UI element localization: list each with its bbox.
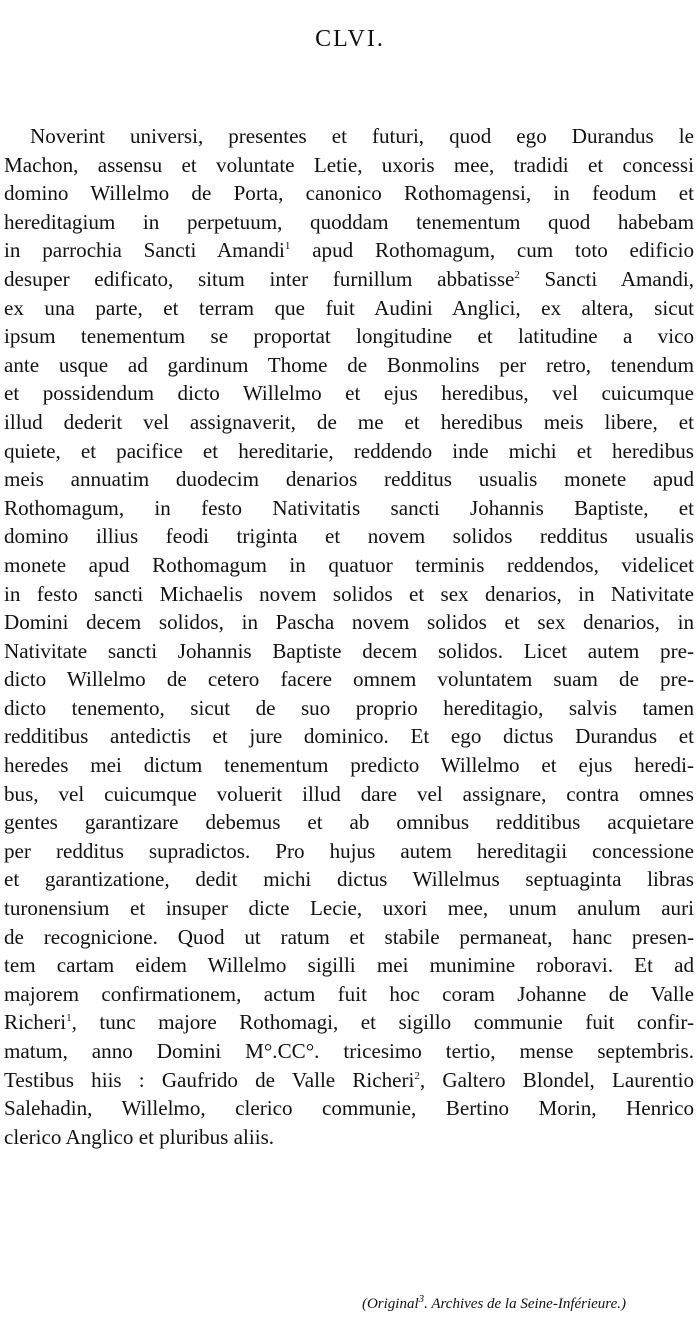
footnote-marker: 1 bbox=[66, 1012, 72, 1025]
text-line: per redditus supradictos. Pro hujus autem hereditagii concessione bbox=[4, 838, 694, 863]
text-line: monete apud Rothomagum in quatuor terminis reddendos, videlicet bbox=[4, 552, 694, 577]
text-segment: apud Rothomagum, cum toto edificio bbox=[290, 238, 694, 263]
text-line: dicto tenemento, sicut de suo proprio hereditagio, salvis tamen bbox=[4, 695, 694, 720]
charter-text bbox=[4, 122, 694, 1151]
text-line: Nativitate sancti Johannis Baptiste decem solidos. Licet autem pre- bbox=[4, 638, 694, 663]
source-citation bbox=[361, 1293, 626, 1313]
text-line: ex una parte, et terram que fuit Audini Anglici, ex altera, sicut bbox=[4, 295, 694, 320]
text-line: Domini decem solidos, in Pascha novem solidos et sex denarios, in bbox=[4, 610, 694, 635]
text-line: matum, anno Domini M°.CC°. tricesimo tertio, mense septembris. bbox=[4, 1039, 694, 1063]
text-line bbox=[4, 1008, 694, 1037]
text-line: bus, vel cuicumque voluerit illud dare vel assignare, contra omnes bbox=[4, 781, 694, 806]
text-line: turonensium et insuper dicte Lecie, uxori mee, unum anulum auri bbox=[4, 896, 694, 921]
text-segment: Sancti Amandi, bbox=[519, 266, 694, 291]
text-line: majorem confirmationem, actum fuit hoc coram Johanne de Valle bbox=[4, 981, 694, 1006]
text-segment: desuper edificato, situm inter furnillum abbatisse bbox=[4, 266, 515, 291]
text-line: heredes mei dictum tenementum predicto Willelmo et ejus heredi- bbox=[4, 753, 694, 778]
text-segment: , Galtero Blondel, Laurentio bbox=[419, 1067, 694, 1092]
text-line: ipsum tenementum se proportat longitudine et latitudine a vico bbox=[4, 324, 694, 349]
text-line: domino Willelmo de Porta, canonico Rothomagensi, in feodum et bbox=[4, 181, 694, 206]
text-line: de recognicione. Quod ut ratum et stabile permaneat, hanc presen- bbox=[4, 924, 694, 949]
text-line: meis annuatim duodecim denarios redditus usualis monete apud bbox=[4, 467, 694, 492]
text-line: in festo sancti Michaelis novem solidos et sex denarios, in Nativitate bbox=[4, 581, 694, 606]
text-line: et garantizatione, dedit michi dictus Willelmus septuaginta libras bbox=[4, 867, 694, 892]
text-line: dicto Willelmo de cetero facere omnem voluntatem suam de pre- bbox=[4, 667, 694, 692]
text-line: tem cartam eidem Willelmo sigilli mei munimine roboravi. Et ad bbox=[4, 953, 694, 978]
text-segment: Testibus hiis : Gaufrido de Valle Richeri bbox=[4, 1067, 415, 1092]
text-line bbox=[4, 265, 694, 294]
text-segment: , tunc majore Rothomagi, et sigillo communie fuit confir- bbox=[71, 1010, 694, 1035]
text-segment: in parrochia Sancti Amandi bbox=[4, 238, 285, 263]
text-line bbox=[4, 1066, 694, 1095]
text-segment: Richeri bbox=[4, 1010, 67, 1035]
source-archive: . Archives de la Seine-Inférieure.) bbox=[424, 1296, 626, 1312]
footnote-marker: 2 bbox=[514, 268, 520, 281]
text-line: illud dederit vel assignaverit, de me et heredibus meis libere, et bbox=[4, 409, 694, 434]
text-line: clerico Anglico et pluribus aliis. bbox=[4, 1124, 275, 1149]
text-line: et possidendum dicto Willelmo et ejus heredibus, vel cuicumque bbox=[4, 381, 694, 406]
text-line: hereditagium in perpetuum, quoddam tenementum quod habebam bbox=[4, 209, 694, 234]
text-line: redditibus antedictis et jure dominico. Et ego dictus Durandus et bbox=[4, 724, 694, 749]
source-footnote-marker: 3 bbox=[418, 1293, 425, 1305]
text-line bbox=[4, 236, 694, 265]
footnote-marker: 2 bbox=[414, 1069, 420, 1082]
text-line: Salehadin, Willelmo, clerico communie, Bertino Morin, Henrico bbox=[4, 1096, 694, 1121]
text-line: ante usque ad gardinum Thome de Bonmolins per retro, tenendum bbox=[4, 352, 694, 377]
text-line: quiete, et pacifice et hereditarie, reddendo inde michi et heredibus bbox=[4, 438, 694, 463]
text-line: Noverint universi, presentes et futuri, quod ego Durandus le bbox=[30, 124, 694, 148]
text-line: Rothomagum, in festo Nativitatis sancti Johannis Baptiste, et bbox=[4, 495, 694, 520]
text-line: Machon, assensu et voluntate Letie, uxoris mee, tradidi et concessi bbox=[4, 152, 694, 177]
source-prefix: (Original bbox=[361, 1296, 419, 1312]
text-line: domino illius feodi triginta et novem solidos redditus usualis bbox=[4, 524, 694, 549]
text-line: gentes garantizare debemus et ab omnibus redditibus acquietare bbox=[4, 810, 694, 835]
footnote-marker: 1 bbox=[284, 240, 291, 253]
charter-number-heading: CLVI. bbox=[315, 26, 385, 52]
